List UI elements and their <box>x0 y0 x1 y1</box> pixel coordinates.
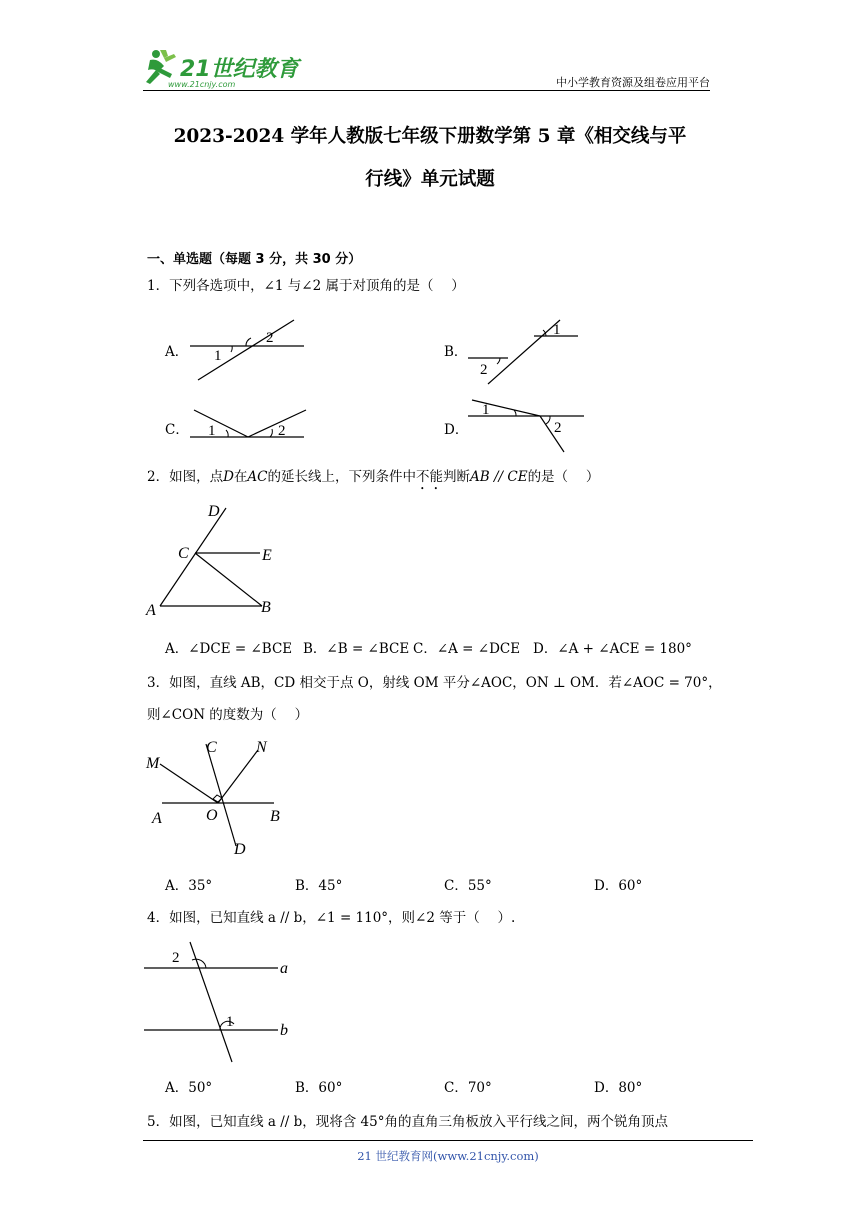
logo-url: www.21cnjy.com <box>168 80 236 89</box>
q3-figure <box>140 734 290 860</box>
q3-option-a: A．35° <box>165 878 213 894</box>
q3-option-d: D．60° <box>594 878 643 894</box>
svg-text:A: A <box>146 602 156 619</box>
q2-option-b: B．∠B = ∠BCE <box>303 641 410 657</box>
q1a-label-2: 2 <box>266 330 274 346</box>
section-heading: 一、单选题（每题 3 分，共 30 分） <box>147 252 362 267</box>
doc-title-line1: 2023-2024 学年人教版七年级下册数学第 5 章《相交线与平 <box>173 126 687 147</box>
svg-text:B: B <box>270 808 280 825</box>
logo-text: 21世纪教育 <box>180 57 299 82</box>
q2-option-a: A．∠DCE = ∠BCE <box>165 641 293 657</box>
q1b-label-2: 2 <box>480 362 488 378</box>
q2-option-c: C．∠A = ∠DCE <box>413 641 521 657</box>
q1d-label-2: 2 <box>554 420 562 436</box>
q4-option-b: B．60° <box>295 1080 343 1096</box>
svg-text:M: M <box>146 755 160 772</box>
q1d-label-1: 1 <box>482 402 490 418</box>
q1b-label-1: 1 <box>553 322 561 338</box>
q1-option-b: B． <box>444 344 468 360</box>
q1-figure-d <box>468 396 588 454</box>
q4-stem: 4．如图，已知直线 a // b，∠1 = 110°，则∠2 等于（ ）. <box>147 910 516 926</box>
logo <box>138 42 308 92</box>
q2-figure <box>140 496 290 622</box>
q4-figure <box>140 938 300 1066</box>
q1-option-d: D． <box>444 422 469 438</box>
q4-option-c: C．70° <box>444 1080 492 1096</box>
q1c-label-2: 2 <box>278 423 286 439</box>
svg-text:a: a <box>280 960 288 977</box>
q3-option-b: B．45° <box>295 878 343 894</box>
q2-option-d: D．∠A + ∠ACE = 180° <box>533 641 692 657</box>
q4-option-a: A．50° <box>165 1080 213 1096</box>
svg-text:2: 2 <box>172 950 180 966</box>
svg-text:C: C <box>178 545 189 562</box>
q3-option-c: C．55° <box>444 878 492 894</box>
svg-text:1: 1 <box>226 1014 234 1030</box>
q2-stem: 2．如图，点D在AC的延长线上，下列条件中不能判断AB // CE的是（ ） <box>147 469 600 485</box>
q1-option-c: C． <box>165 422 189 438</box>
q1a-label-1: 1 <box>214 348 222 364</box>
q1-figure-c <box>190 405 310 441</box>
q1c-label-1: 1 <box>208 423 216 439</box>
header-divider <box>143 90 710 91</box>
footer-divider <box>143 1140 753 1141</box>
q1-figure-a <box>190 318 310 384</box>
q1-stem: 1．下列各选项中，∠1 与∠2 属于对顶角的是（ ） <box>147 278 465 294</box>
svg-text:A: A <box>152 810 162 827</box>
svg-text:E: E <box>262 547 272 564</box>
svg-text:N: N <box>256 739 267 756</box>
header-platform-text: 中小学教育资源及组卷应用平台 <box>556 76 710 89</box>
svg-text:C: C <box>206 739 217 756</box>
svg-text:D: D <box>208 503 220 520</box>
svg-text:D: D <box>234 841 246 858</box>
svg-text:b: b <box>280 1022 288 1039</box>
q5-stem: 5．如图，已知直线 a // b，现将含 45°角的直角三角板放入平行线之间，两个锐角顶点 <box>147 1114 668 1130</box>
q4-option-d: D．80° <box>594 1080 643 1096</box>
doc-title-line2: 行线》单元试题 <box>365 169 495 190</box>
q3-stem-line2: 则∠CON 的度数为（ ） <box>147 707 309 723</box>
svg-text:B: B <box>261 599 271 616</box>
q1-figure-b <box>468 318 580 388</box>
svg-text:O: O <box>206 807 218 824</box>
q1-option-a: A． <box>165 344 189 360</box>
q3-stem-line1: 3．如图，直线 AB，CD 相交于点 O，射线 OM 平分∠AOC，ON ⊥ OM．若∠AOC = 70°， <box>147 675 722 691</box>
footer-link[interactable]: 21 世纪教育网(www.21cnjy.com) <box>357 1149 539 1163</box>
